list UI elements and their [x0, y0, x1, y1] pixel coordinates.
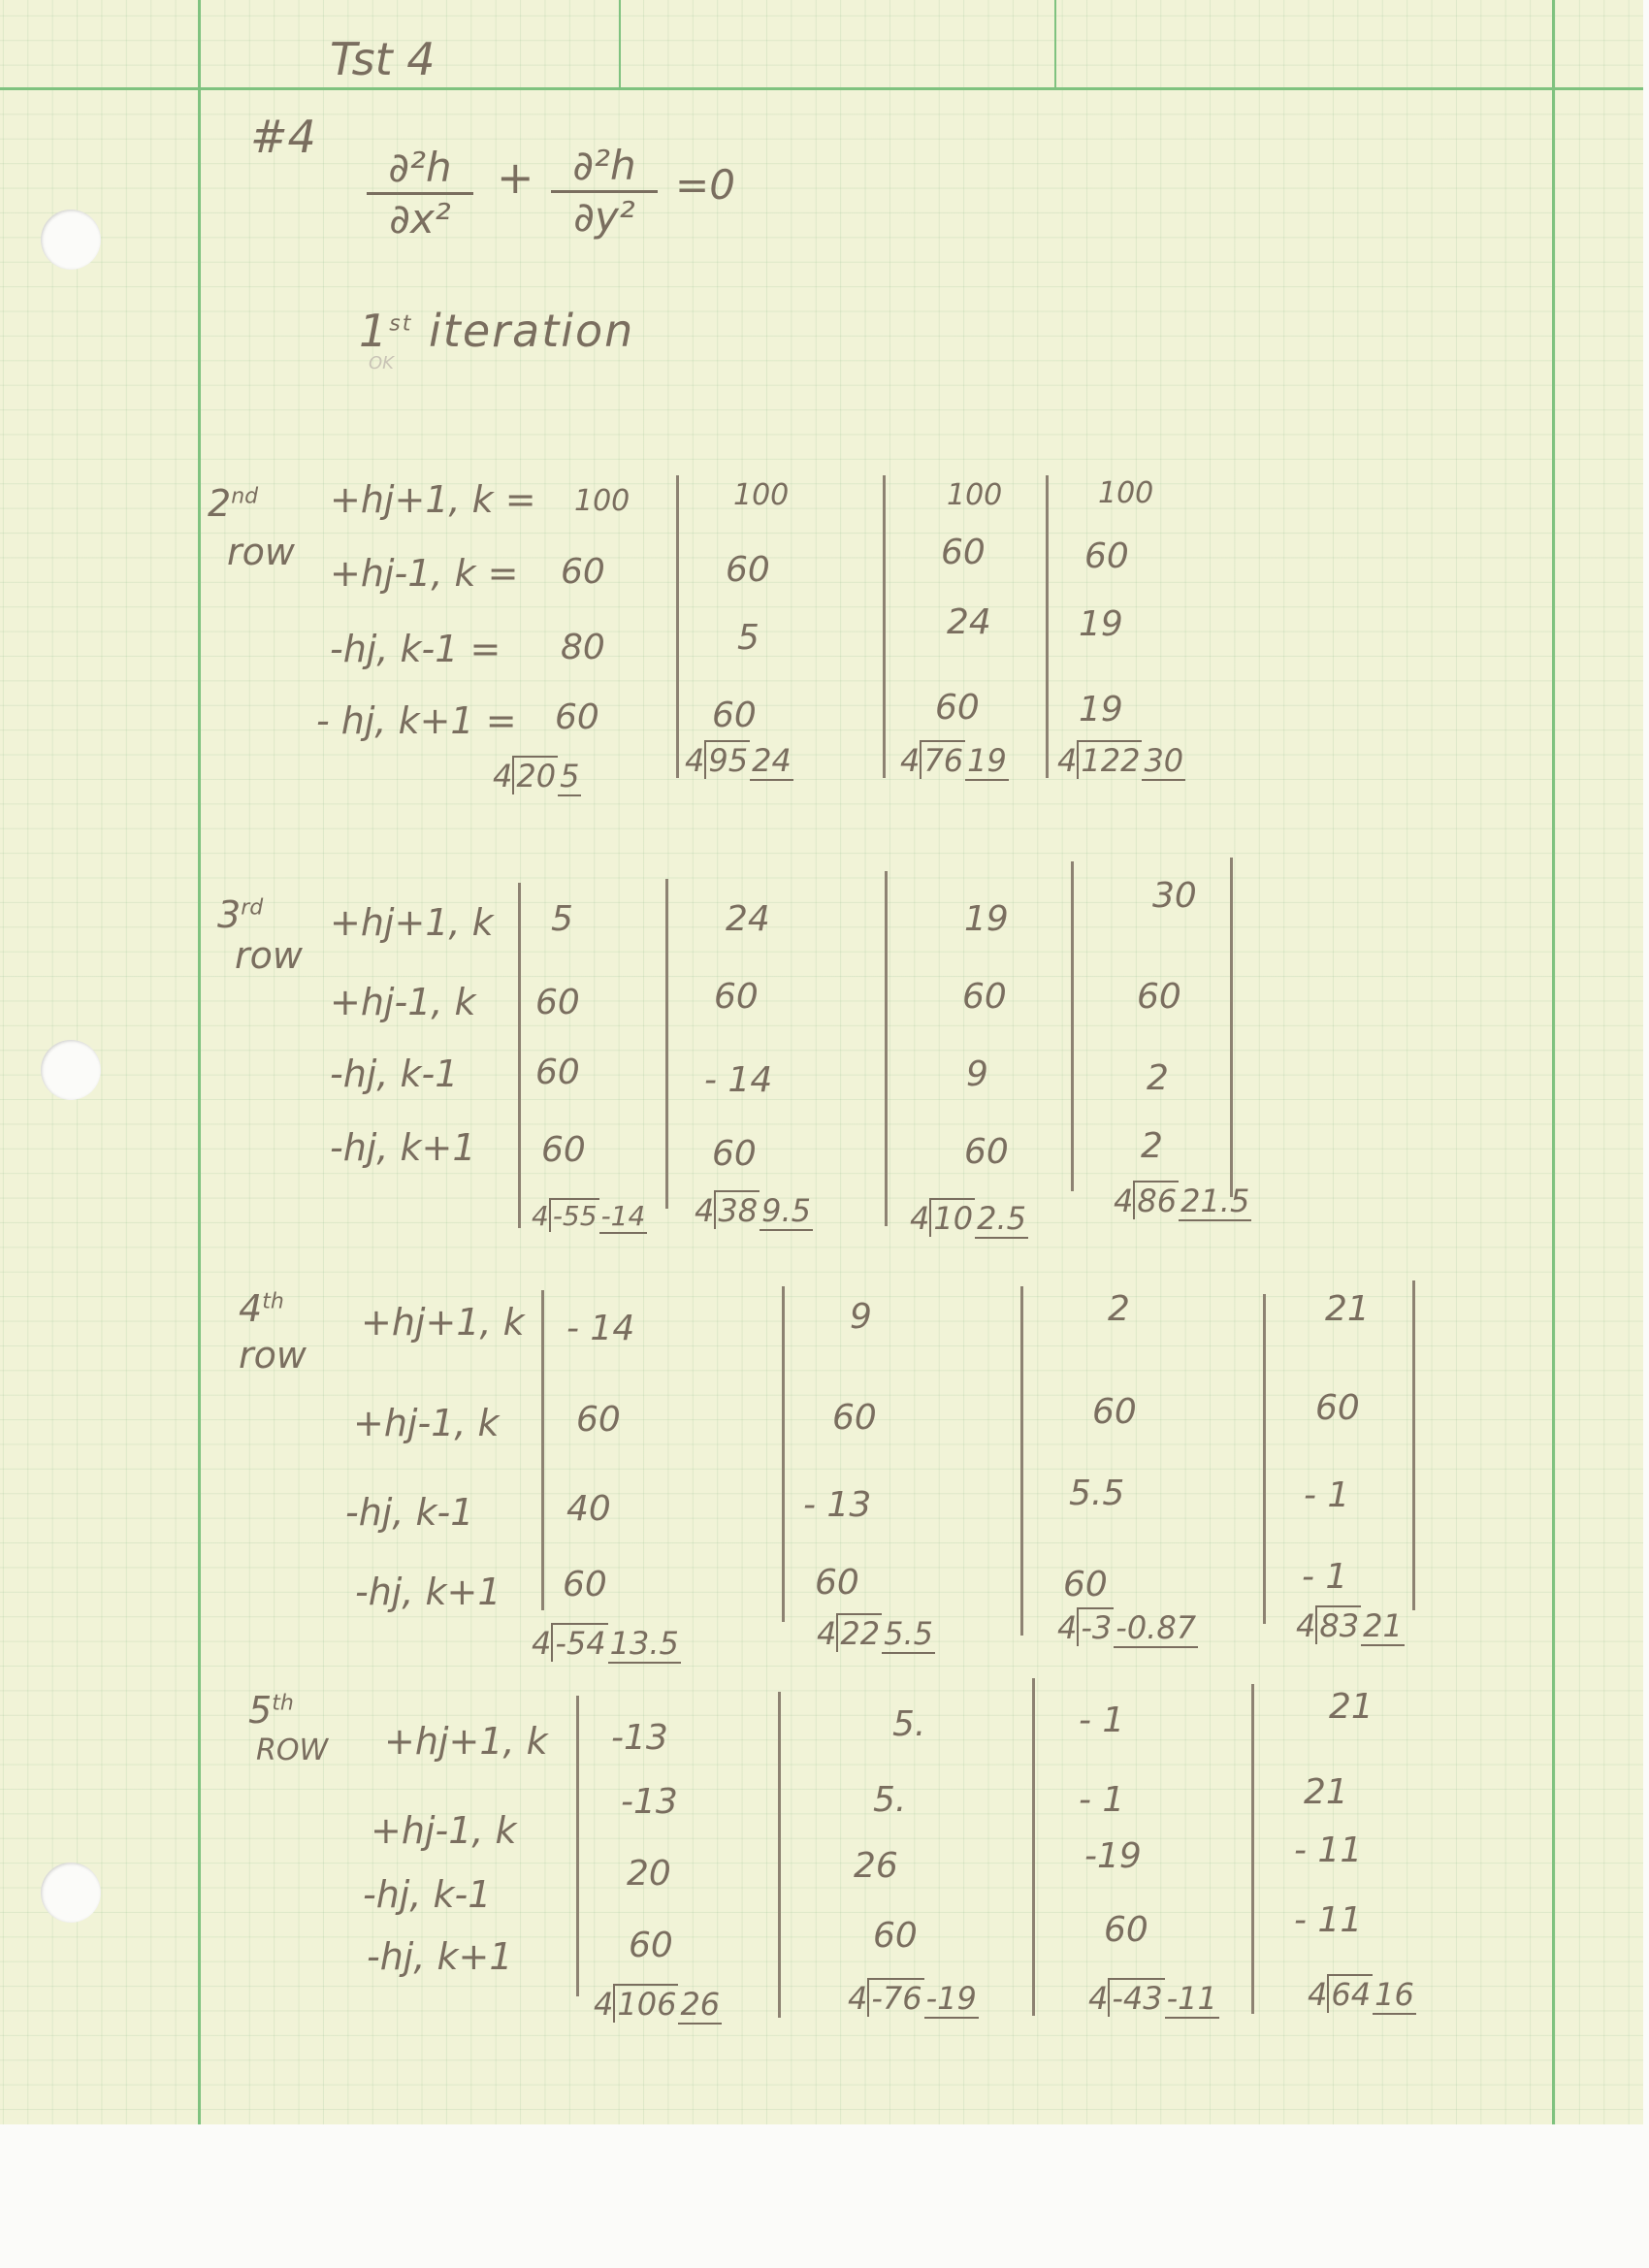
row4-name-word: row — [239, 1334, 307, 1377]
row4-label-a: +hj+1, k — [361, 1301, 525, 1344]
row4-col4-c: - 1 — [1304, 1475, 1350, 1515]
row3-col2-c: - 14 — [704, 1060, 773, 1100]
row5-col4-d: - 11 — [1294, 1900, 1363, 1940]
row2-col3-b: 60 — [941, 533, 986, 572]
left-margin-rule — [198, 0, 201, 2124]
row5-col1-a: -13 — [611, 1718, 668, 1758]
row5-label-b: +hj-1, k — [371, 1809, 517, 1852]
row5-col1-c: 20 — [627, 1854, 671, 1894]
row3-col3-a: 19 — [964, 899, 1009, 939]
punch-hole-middle — [41, 1040, 101, 1100]
eq-numerator-x: ∂²h — [388, 144, 452, 191]
row2-col2-a: 100 — [733, 478, 790, 512]
row3-col4-c: 2 — [1147, 1058, 1169, 1098]
row5-col3-a: - 1 — [1079, 1701, 1125, 1740]
row4-col3-b: 60 — [1092, 1392, 1137, 1432]
row2-col4-a: 100 — [1098, 476, 1154, 510]
row4-div-1: 4 -54 13.5 — [532, 1625, 679, 1662]
row2-div-2: 4 95 24 — [685, 742, 792, 779]
row3-label-c: -hj, k-1 — [330, 1053, 459, 1095]
row4-col3-a: 2 — [1108, 1289, 1130, 1329]
row2-div-1: 4 20 5 — [493, 758, 580, 794]
faint-note: OK — [369, 353, 394, 373]
row4-col1-a: - 14 — [566, 1309, 635, 1348]
row4-col2-a: 9 — [850, 1297, 872, 1337]
row3-col3-c: 9 — [966, 1054, 988, 1094]
row5-col3-b: - 1 — [1079, 1780, 1125, 1820]
row4-col2-d: 60 — [815, 1563, 859, 1603]
row5-label-d: -hj, k+1 — [367, 1935, 513, 1978]
row2-col2-b: 60 — [726, 550, 770, 590]
row4-col2-c: - 13 — [803, 1485, 872, 1525]
row3-div-2: 4 38 9.5 — [695, 1192, 811, 1229]
row5-div-3: 4 -43 -11 — [1088, 1980, 1217, 2017]
row2-col3-c: 24 — [947, 602, 991, 642]
row4-div-3: 4 -3 -0.87 — [1057, 1609, 1197, 1646]
row5-div-2: 4 -76 -19 — [848, 1980, 977, 2017]
right-margin-rule — [1552, 0, 1555, 2124]
row4-div-4: 4 83 21 — [1296, 1607, 1403, 1644]
iteration-suffix: st — [389, 311, 413, 337]
row3-col1-c: 60 — [535, 1053, 580, 1092]
equation-rhs: =0 — [675, 161, 735, 209]
iteration-number: 1 — [359, 305, 390, 357]
row4-label-d: -hj, k+1 — [355, 1571, 501, 1613]
row2-col4-c: 19 — [1079, 604, 1123, 644]
row5-col3-c: -19 — [1084, 1836, 1142, 1876]
page-title: Tst 4 — [330, 33, 436, 85]
row5-div-4: 4 64 16 — [1308, 1976, 1414, 2013]
row5-col4-b: 21 — [1304, 1772, 1348, 1812]
row5-col2-d: 60 — [873, 1916, 918, 1956]
row5-col4-c: - 11 — [1294, 1831, 1363, 1870]
row4-divider-3 — [1263, 1294, 1266, 1624]
row2-label-b: +hj-1, k = — [330, 552, 519, 595]
punch-hole-top — [41, 210, 101, 270]
equation-term-y — [551, 142, 658, 241]
row5-name: 5th — [248, 1689, 294, 1732]
row4-label-c: -hj, k-1 — [345, 1491, 474, 1534]
row4-col3-d: 60 — [1063, 1565, 1108, 1604]
row3-col4-a: 30 — [1152, 876, 1197, 916]
row3-divider-2 — [885, 871, 888, 1226]
row3-col2-d: 60 — [712, 1134, 757, 1174]
row2-col1-b: 60 — [561, 552, 605, 592]
row5-divider-1 — [778, 1692, 781, 2018]
row3-col3-d: 60 — [964, 1132, 1009, 1172]
row4-col2-b: 60 — [832, 1398, 877, 1438]
row3-label-b: +hj-1, k — [330, 981, 476, 1023]
row3-col4-b: 60 — [1137, 977, 1181, 1017]
row2-col4-d: 19 — [1079, 690, 1123, 729]
row4-col1-c: 40 — [566, 1489, 611, 1529]
row2-name: 2nd — [208, 482, 259, 525]
row4-label-b: +hj-1, k — [353, 1402, 500, 1444]
row5-col2-a: 5. — [892, 1704, 926, 1744]
row2-col2-c: 5 — [737, 618, 760, 658]
row5-col1-d: 60 — [629, 1926, 673, 1965]
iteration-word: iteration — [429, 305, 635, 357]
row4-divider-0 — [541, 1290, 544, 1610]
row3-col2-b: 60 — [714, 977, 759, 1017]
row2-div-3: 4 76 19 — [900, 742, 1007, 779]
row5-name-word: ROW — [256, 1733, 329, 1767]
row3-col1-a: 5 — [551, 899, 573, 939]
row3-name-word: row — [235, 934, 303, 977]
row5-col2-c: 26 — [854, 1846, 898, 1886]
header-divider-1 — [619, 0, 621, 87]
row4-col4-b: 60 — [1315, 1388, 1360, 1428]
header-rule — [0, 87, 1643, 90]
punch-hole-bottom — [41, 1863, 101, 1923]
row4-col4-a: 21 — [1325, 1289, 1370, 1329]
row2-divider-2 — [883, 475, 886, 778]
row2-col1-c: 80 — [561, 628, 605, 667]
row5-divider-3 — [1251, 1684, 1254, 2014]
row5-div-1: 4 106 26 — [594, 1986, 721, 2023]
row3-divider-4 — [1230, 858, 1233, 1197]
row3-col1-d: 60 — [541, 1130, 586, 1170]
row2-label-c: -hj, k-1 = — [330, 628, 501, 670]
row3-divider-1 — [665, 879, 668, 1209]
row2-divider-1 — [676, 475, 679, 778]
iteration-heading — [359, 305, 635, 357]
row3-col2-a: 24 — [726, 899, 770, 939]
row5-col1-b: -13 — [621, 1782, 678, 1822]
row3-divider-3 — [1071, 861, 1074, 1191]
row4-divider-4 — [1412, 1280, 1415, 1610]
row2-label-a: +hj+1, k = — [330, 478, 536, 521]
problem-number: #4 — [250, 111, 316, 163]
row3-div-4: 4 86 21.5 — [1114, 1183, 1250, 1219]
eq-denominator-y: ∂y² — [573, 193, 635, 241]
equation-term-x — [367, 144, 473, 243]
row3-label-d: -hj, k+1 — [330, 1126, 476, 1169]
row4-divider-2 — [1020, 1286, 1023, 1636]
row4-col1-d: 60 — [563, 1565, 607, 1604]
row4-name: 4th — [239, 1287, 284, 1330]
row2-col3-d: 60 — [935, 688, 980, 728]
row3-col3-b: 60 — [962, 977, 1007, 1017]
row4-col1-b: 60 — [576, 1400, 621, 1440]
row3-col4-d: 2 — [1141, 1126, 1163, 1166]
row3-label-a: +hj+1, k — [330, 901, 494, 944]
row5-col3-d: 60 — [1104, 1910, 1148, 1950]
row2-name-word: row — [227, 531, 295, 573]
row5-label-c: -hj, k-1 — [363, 1873, 492, 1916]
row5-col4-a: 21 — [1329, 1687, 1374, 1727]
row3-divider-0 — [518, 883, 521, 1228]
row2-col2-d: 60 — [712, 696, 757, 735]
row2-label-d: - hj, k+1 = — [316, 699, 517, 742]
equation-plus: + — [497, 151, 534, 204]
row5-divider-2 — [1032, 1678, 1035, 2016]
row5-label-a: +hj+1, k — [384, 1720, 548, 1763]
header-divider-2 — [1054, 0, 1056, 87]
row4-col3-c: 5.5 — [1069, 1474, 1125, 1513]
row2-col1-a: 100 — [574, 484, 630, 518]
eq-denominator-x: ∂x² — [389, 195, 451, 243]
row3-div-3: 4 10 2.5 — [910, 1200, 1026, 1237]
row2-col1-d: 60 — [555, 697, 599, 737]
row2-divider-3 — [1046, 475, 1049, 778]
row4-col4-d: - 1 — [1302, 1557, 1348, 1597]
row3-div-1: 4 -55 -14 — [532, 1200, 646, 1232]
row5-col2-b: 5. — [873, 1780, 907, 1820]
eq-numerator-y: ∂²h — [572, 142, 636, 189]
row4-div-2: 4 22 5.5 — [817, 1615, 933, 1652]
row2-div-4: 4 122 30 — [1057, 742, 1184, 779]
row4-divider-1 — [782, 1286, 785, 1622]
row3-col1-b: 60 — [535, 983, 580, 1022]
row3-name: 3rd — [217, 893, 264, 936]
row2-col4-b: 60 — [1084, 536, 1129, 576]
row2-col3-a: 100 — [947, 478, 1003, 512]
row5-divider-0 — [576, 1696, 579, 1996]
